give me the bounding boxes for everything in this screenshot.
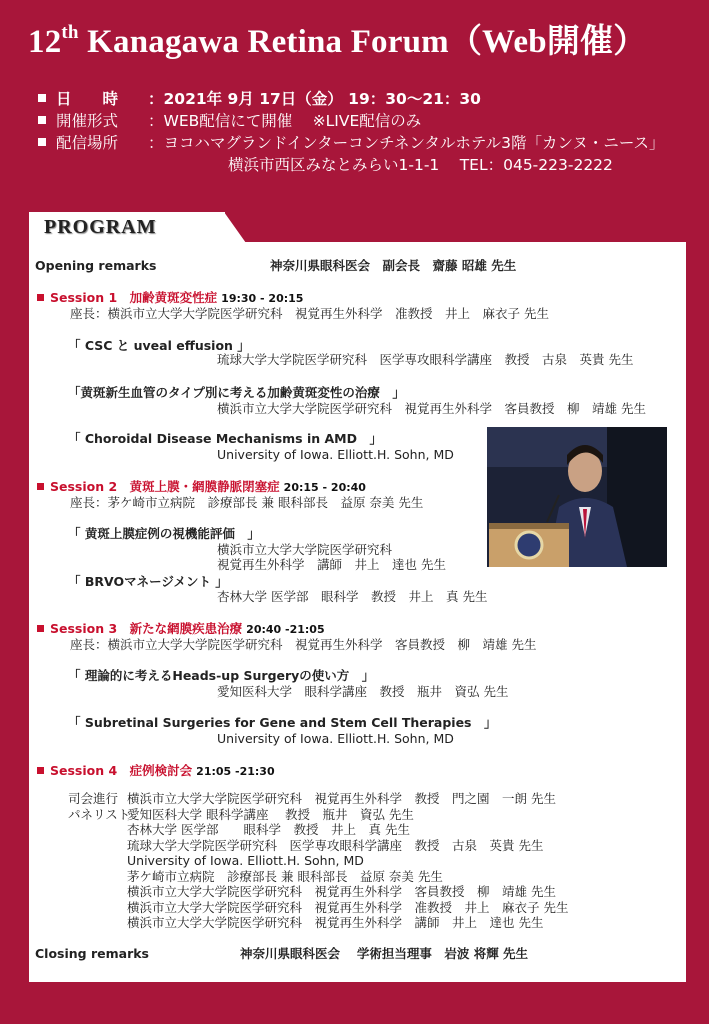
format-row: 開催形式 ：WEB配信にて開催 ※LIVE配信のみ	[38, 110, 421, 132]
panelist-item: 横浜市立大学大学院医学研究科 視覚再生外科学 客員教授 柳 靖雄 先生	[127, 884, 556, 899]
session-heading: Session 3 新たな網膜疾患治療 20:40 -21:05	[37, 621, 325, 638]
talk-title: 「 CSC と uveal effusion 」	[68, 338, 250, 353]
session-chair: 座長：横浜市立大学大学院医学研究科 視覚再生外科学 准教授 井上 麻衣子 先生	[70, 306, 549, 321]
talk-title: 「 黄斑上膜症例の視機能評価 」	[68, 526, 260, 541]
moderator-name: 横浜市立大学大学院医学研究科 視覚再生外科学 教授 門之園 一朗 先生	[127, 791, 556, 806]
forum-title: 12th Kanagawa Retina Forum（Web開催）	[28, 22, 647, 60]
talk-title: 「黄斑新生血管のタイプ別に考える加齢黄斑変性の治療 」	[68, 385, 405, 400]
panelist-label: パネリスト	[68, 807, 131, 822]
session-heading: Session 2 黄斑上膜・網膜静脈閉塞症 20:15 - 20:40	[37, 479, 366, 496]
panelist-item: 琉球大学大学院医学研究科 医学専攻眼科学講座 教授 古泉 英貴 先生	[127, 838, 544, 853]
session-heading: Session 1 加齢黄斑変性症 19:30 - 20:15	[37, 290, 303, 307]
venue-row: 配信場所 ：ヨコハマグランドインターコンチネンタルホテル3階「カンヌ・ニース」	[38, 132, 665, 154]
bullet-icon	[38, 138, 46, 146]
venue-address: 横浜市西区みなとみらい1-1-1 TEL：045-223-2222	[228, 156, 613, 174]
talk-speaker: University of Iowa. Elliott.H. Sohn, MD	[217, 447, 454, 462]
talk-title: 「 理論的に考えるHeads-up Surgeryの使い方 」	[68, 668, 375, 683]
panelist-item: 横浜市立大学大学院医学研究科 視覚再生外科学 准教授 井上 麻衣子 先生	[127, 900, 569, 915]
session-chair: 座長：茅ケ崎市立病院 診療部長 兼 眼科部長 益原 奈美 先生	[70, 495, 424, 510]
panelist-item: 杏林大学 医学部 眼科学 教授 井上 真 先生	[127, 822, 410, 837]
talk-speaker: 横浜市立大学大学院医学研究科	[217, 542, 393, 557]
session-chair: 座長：横浜市立大学大学院医学研究科 視覚再生外科学 客員教授 柳 靖雄 先生	[70, 637, 537, 652]
program-tab-slant	[224, 212, 246, 243]
panelist-item: 茅ケ崎市立病院 診療部長 兼 眼科部長 益原 奈美 先生	[127, 869, 443, 884]
talk-title: 「 Choroidal Disease Mechanisms in AMD 」	[68, 431, 382, 446]
closing-label: Closing remarks	[35, 946, 149, 961]
talk-title: 「 Subretinal Surgeries for Gene and Stem Cell Therapies 」	[68, 715, 497, 730]
bullet-icon	[38, 94, 46, 102]
talk-title: 「 BRVOマネージメント 」	[68, 574, 228, 589]
square-bullet-icon	[37, 294, 44, 301]
talk-speaker: University of Iowa. Elliott.H. Sohn, MD	[217, 731, 454, 746]
talk-speaker: 横浜市立大学大学院医学研究科 視覚再生外科学 客員教授 柳 靖雄 先生	[217, 401, 646, 416]
square-bullet-icon	[37, 483, 44, 490]
talk-speaker: 視覚再生外科学 講師 井上 達也 先生	[217, 557, 446, 572]
session-heading: Session 4 症例検討会 21:05 -21:30	[37, 763, 275, 780]
talk-speaker: 琉球大学大学院医学研究科 医学専攻眼科学講座 教授 古泉 英貴 先生	[217, 352, 634, 367]
talk-speaker: 愛知医科大学 眼科学講座 教授 瓶井 資弘 先生	[217, 684, 509, 699]
panelist-item: University of Iowa. Elliott.H. Sohn, MD	[127, 853, 364, 868]
program-heading: PROGRAM	[44, 216, 157, 238]
speaker-photo	[487, 427, 667, 567]
opening-speaker: 神奈川県眼科医会 副会長 齋藤 昭雄 先生	[270, 258, 517, 273]
square-bullet-icon	[37, 767, 44, 774]
panelist-item: 愛知医科大学 眼科学講座 教授 瓶井 資弘 先生	[127, 807, 414, 822]
closing-speaker: 神奈川県眼科医会 学術担当理事 岩波 将輝 先生	[240, 946, 529, 961]
opening-label: Opening remarks	[35, 258, 157, 273]
date-row: 日 時 ：2021年 9月 17日（金） 19：30〜21：30	[38, 88, 481, 110]
talk-speaker: 杏林大学 医学部 眼科学 教授 井上 真 先生	[217, 589, 488, 604]
bullet-icon	[38, 116, 46, 124]
square-bullet-icon	[37, 625, 44, 632]
panelist-item: 横浜市立大学大学院医学研究科 視覚再生外科学 講師 井上 達也 先生	[127, 915, 544, 930]
moderator-label: 司会進行	[68, 791, 119, 806]
